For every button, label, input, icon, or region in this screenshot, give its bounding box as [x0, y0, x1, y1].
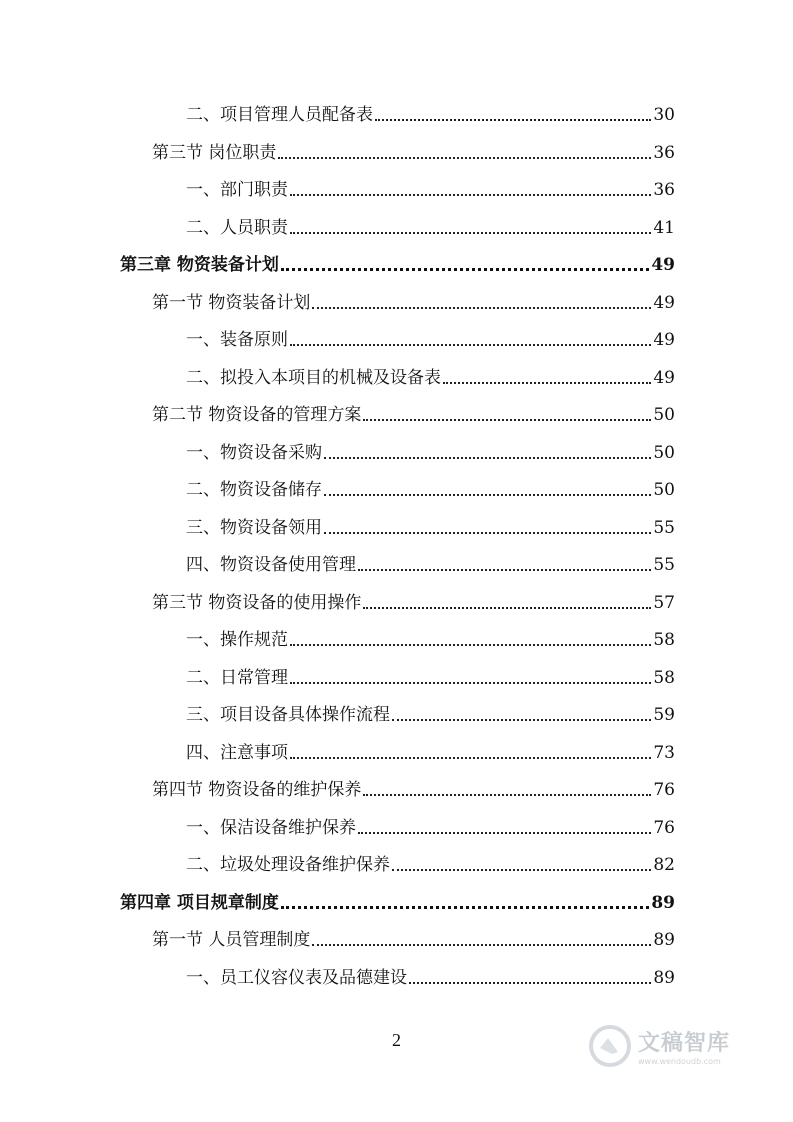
toc-dot-leader: [290, 194, 651, 196]
toc-dot-leader: [409, 982, 651, 984]
toc-entry-title: 四、物资设备使用管理: [186, 555, 356, 575]
toc-dot-leader: [358, 832, 651, 834]
toc-page-number: 50: [653, 443, 675, 463]
toc-page-number: 49: [653, 293, 675, 313]
toc-page-number: 89: [651, 893, 675, 913]
toc-page-number: 49: [653, 330, 675, 350]
toc-dot-leader: [281, 268, 649, 271]
toc-page-number: 49: [651, 255, 675, 275]
toc-entry-title: 一、物资设备采购: [186, 443, 322, 463]
toc-item-row[interactable]: [186, 701, 675, 729]
toc-entry-title: 一、部门职责: [186, 180, 288, 200]
toc-page-number: 55: [653, 518, 675, 538]
toc-item-row[interactable]: [186, 739, 675, 767]
toc-entry-title: 三、项目设备具体操作流程: [186, 705, 390, 725]
toc-chapter-row[interactable]: [120, 251, 675, 279]
toc-entry-title: 第二节 物资设备的管理方案: [152, 405, 362, 425]
watermark: [588, 1018, 758, 1074]
toc-page-number: 76: [653, 780, 675, 800]
toc-section-row[interactable]: [152, 401, 675, 429]
toc-dot-leader: [312, 944, 651, 946]
toc-dot-leader: [290, 344, 651, 346]
toc-item-row[interactable]: [186, 964, 675, 992]
toc-dot-leader: [281, 906, 649, 909]
toc-entry-title: 四、注意事项: [186, 743, 288, 763]
toc-item-row[interactable]: [186, 101, 675, 129]
toc-dot-leader: [375, 119, 651, 121]
toc-dot-leader: [363, 419, 651, 421]
toc-page-number: 58: [653, 630, 675, 650]
toc-entry-title: 第四章 项目规章制度: [120, 893, 279, 913]
toc-page-number: 36: [653, 180, 675, 200]
toc-dot-leader: [290, 232, 651, 234]
toc-item-row[interactable]: [186, 664, 675, 692]
toc-item-row[interactable]: [186, 551, 675, 579]
toc-section-row[interactable]: [152, 776, 675, 804]
watermark-title: 文稿智库: [638, 1031, 731, 1056]
toc-dot-leader: [324, 494, 651, 496]
toc-entry-title: 第一节 人员管理制度: [152, 930, 311, 950]
toc-section-row[interactable]: [152, 589, 675, 617]
watermark-url: www.wendoudb.com: [638, 1057, 721, 1066]
toc-page-number: 59: [653, 705, 675, 725]
toc-dot-leader: [363, 794, 651, 796]
toc-item-row[interactable]: [186, 476, 675, 504]
toc-entry-title: 一、保洁设备维护保养: [186, 818, 356, 838]
toc-page-number: 50: [653, 480, 675, 500]
toc-dot-leader: [443, 382, 651, 384]
toc-entry-title: 二、拟投入本项目的机械及设备表: [186, 368, 441, 388]
toc-item-row[interactable]: [186, 439, 675, 467]
toc-page-number: 57: [653, 593, 675, 613]
toc-entry-title: 第三节 岗位职责: [152, 143, 277, 163]
toc-page-number: 82: [653, 855, 675, 875]
toc-section-row[interactable]: [152, 139, 675, 167]
toc-page-number: 50: [653, 405, 675, 425]
toc-dot-leader: [312, 307, 651, 309]
watermark-logo-icon: [588, 1024, 632, 1068]
toc-dot-leader: [363, 607, 651, 609]
toc-dot-leader: [324, 457, 651, 459]
toc-dot-leader: [358, 569, 651, 571]
page-number: 2: [392, 1030, 401, 1050]
toc-dot-leader: [392, 869, 651, 871]
toc-page-number: 58: [653, 668, 675, 688]
toc-entry-title: 一、员工仪容仪表及品德建设: [186, 968, 407, 988]
toc-item-row[interactable]: [186, 851, 675, 879]
toc-item-row[interactable]: [186, 326, 675, 354]
toc-entry-title: 第三节 物资设备的使用操作: [152, 593, 362, 613]
toc-page-number: 76: [653, 818, 675, 838]
toc-page-number: 73: [653, 743, 675, 763]
toc-entry-title: 二、物资设备储存: [186, 480, 322, 500]
toc-item-row[interactable]: [186, 626, 675, 654]
toc-entry-title: 一、装备原则: [186, 330, 288, 350]
toc-entry-title: 二、人员职责: [186, 218, 288, 238]
toc-page-number: 41: [653, 218, 675, 238]
toc-item-row[interactable]: [186, 514, 675, 542]
toc-item-row[interactable]: [186, 176, 675, 204]
toc-page-number: 30: [653, 105, 675, 125]
toc-entry-title: 一、操作规范: [186, 630, 288, 650]
toc-dot-leader: [324, 532, 651, 534]
toc-chapter-row[interactable]: [120, 889, 675, 917]
toc-section-row[interactable]: [152, 289, 675, 317]
toc-entry-title: 第四节 物资设备的维护保养: [152, 780, 362, 800]
toc-entry-title: 二、项目管理人员配备表: [186, 105, 373, 125]
toc-item-row[interactable]: [186, 364, 675, 392]
toc-dot-leader: [290, 682, 651, 684]
toc-dot-leader: [290, 644, 651, 646]
toc-entry-title: 三、物资设备领用: [186, 518, 322, 538]
toc-entry-title: 第一节 物资装备计划: [152, 293, 311, 313]
toc-entry-title: 二、日常管理: [186, 668, 288, 688]
toc-page-number: 89: [653, 968, 675, 988]
toc-page-number: 89: [653, 930, 675, 950]
toc-page-number: 36: [653, 143, 675, 163]
toc-section-row[interactable]: [152, 926, 675, 954]
toc-item-row[interactable]: [186, 814, 675, 842]
toc-page-number: 49: [653, 368, 675, 388]
toc-entry-title: 第三章 物资装备计划: [120, 255, 279, 275]
toc-dot-leader: [278, 157, 651, 159]
toc-page-number: 55: [653, 555, 675, 575]
toc-item-row[interactable]: [186, 214, 675, 242]
toc-dot-leader: [392, 719, 651, 721]
toc-dot-leader: [290, 757, 651, 759]
toc-entry-title: 二、垃圾处理设备维护保养: [186, 855, 390, 875]
